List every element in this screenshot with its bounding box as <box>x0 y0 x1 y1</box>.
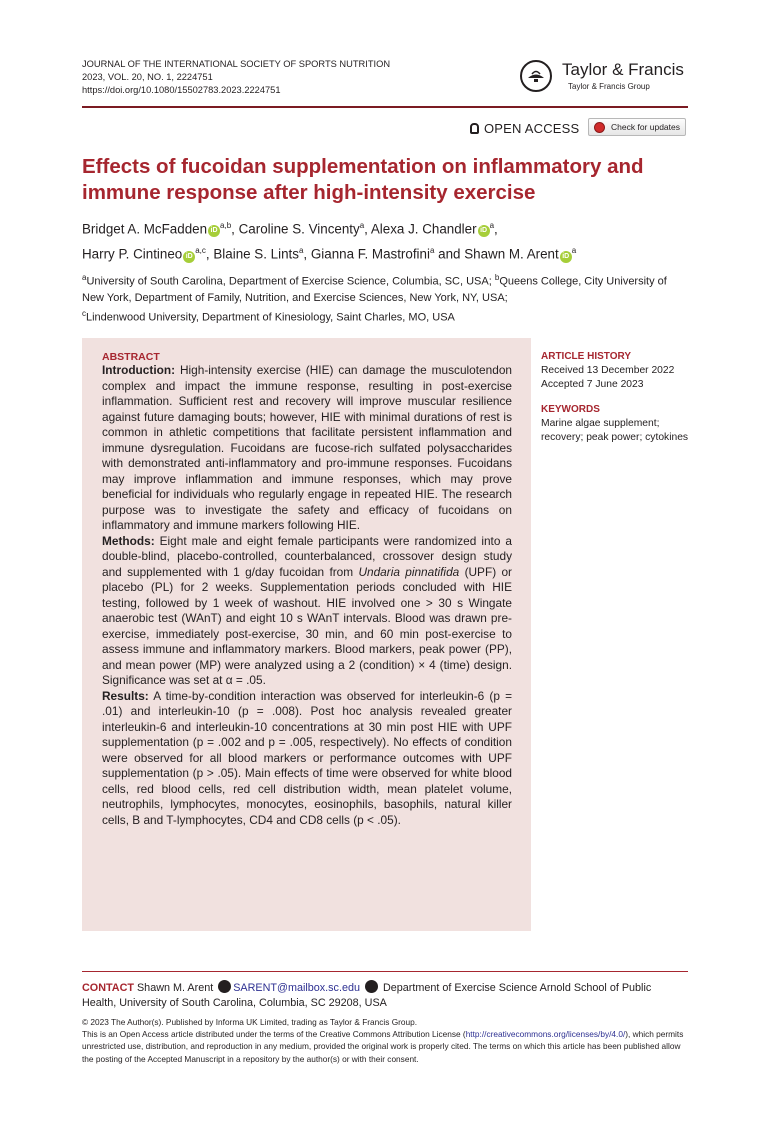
journal-header <box>82 58 390 97</box>
author-name: Shawn M. Arent <box>464 246 559 262</box>
methods-label: Methods: <box>102 533 155 548</box>
affiliations <box>82 270 682 325</box>
orcid-icon[interactable]: iD <box>560 251 572 263</box>
methods-text: Eight male and eight female participants were randomized into a double-blind, placebo-controlled, counterbalanced, crossover design study and supplemented with 1 g/day fucoidan from <box>102 533 512 579</box>
author-affil-sup: a <box>298 246 304 256</box>
species-name: Undaria pinnatifida <box>358 564 460 579</box>
crossmark-icon <box>594 122 605 133</box>
license-text <box>82 1028 688 1065</box>
open-lock-icon <box>470 123 479 134</box>
article-history-heading: ARTICLE HISTORY <box>541 351 632 362</box>
check-for-updates-label: Check for updates <box>611 122 680 132</box>
journal-volume: 2023, VOL. 20, NO. 1, 2224751 <box>82 72 213 82</box>
abstract-introduction <box>102 363 512 534</box>
author-affil-sup: a <box>571 246 577 256</box>
open-access-label: OPEN ACCESS <box>484 121 580 136</box>
address-icon <box>365 980 378 993</box>
contact-block <box>82 980 688 1011</box>
accepted-date: Accepted 7 June 2023 <box>541 379 644 390</box>
header-divider <box>82 106 688 108</box>
contact-address: Department of Exercise Science Arnold School of Public Health, University of South Carolina, Columbia, SC 29208, USA <box>82 982 652 1009</box>
intro-label: Introduction: <box>102 363 176 377</box>
affil-sup: a <box>82 273 87 282</box>
open-access-badge <box>470 121 579 136</box>
author-affil-sup: a <box>429 246 435 256</box>
affiliation: University of South Carolina, Department of Exercise Science, Columbia, SC, USA; <box>86 275 495 288</box>
publisher-logo <box>520 58 692 98</box>
doi-link[interactable]: https://doi.org/10.1080/15502783.2023.2224751 <box>82 85 281 95</box>
contact-label: CONTACT <box>82 982 134 994</box>
affil-sup: b <box>494 273 500 282</box>
author-name: Bridget A. McFadden <box>82 221 208 237</box>
lamp-icon <box>520 60 552 92</box>
email-icon <box>218 980 231 993</box>
orcid-icon[interactable]: iD <box>208 225 220 237</box>
copyright-line: © 2023 The Author(s). Published by Informa UK Limited, trading as Taylor & Francis Group. <box>82 1017 418 1027</box>
affiliation: Queens College, City University of New York, Department of Family, Nutrition, and Exercise Sciences, New York, NY, USA; <box>82 275 667 304</box>
author-name: Caroline S. Vincenty <box>238 221 360 237</box>
methods-text-cont: (UPF) or placebo (PL) for 2 weeks. Supplementation periods concluded with HIE testing, followed by 1 week of washout. HIE involved one > 30 s Wingate anaerobic test (WAnT) and eight 10 s WAnT intervals. Blood was drawn pre-exercise, immediately post-exercise, 30 min, and 60 min post-exercise to assess immune and inflammatory markers. Blood markers, peak power (PP), and mean power (MP) were analyzed using a 2 (condition) × 4 (time) design. Significance was set at α = .05. <box>102 564 512 687</box>
affil-sup: c <box>82 308 86 318</box>
orcid-icon[interactable]: iD <box>478 225 490 237</box>
author-list: Bridget A. McFadden iD$^{a,b}$, Caroline S. Vincenty$^a$, Alexa J. Chandler $iD^a$, Harry P. Cintineo iD$^{a,c}$, Blaine S. Lints$^a$, Gianna F. Mastrofini$^a$ and Shawn M. Arent $iD^a$ <box>82 221 577 262</box>
publisher-name: Taylor & Francis <box>562 60 684 79</box>
contact-email-link[interactable]: SARENT@mailbox.sc.edu <box>233 982 360 994</box>
orcid-icon[interactable]: iD <box>183 251 195 263</box>
author-affil-sup: a,b <box>220 221 232 230</box>
affiliation: Lindenwood University, Department of Kinesiology, Saint Charles, MO, USA <box>86 311 455 324</box>
author-affil-sup: a <box>359 221 365 230</box>
received-date: Received 13 December 2022 <box>541 365 675 376</box>
intro-text: High-intensity exercise (HIE) can damage the musculotendon complex and impact the immune response, resulting in post-exercise inflammation. Sufficient rest and recovery will improve muscular resilience against future damaging bouts; however, HIE with minimal durations of rest is common in athletic competitions that facilitate persistent inflammation and immune dysregulation. Fucoidans are fucose-rich sulfated polysaccharides with demonstrated anti-inflammatory and pro-immune responses. Fucoidans may improve inflammation and immune responses, which may prove beneficial for individuals who regularly engage in repeated HIE. The research purpose was to investigate the safety and efficacy of fucoidans on inflammatory and immune markers following HIE. <box>102 363 512 532</box>
license-link[interactable]: http://creativecommons.org/licenses/by/4.0/ <box>465 1029 626 1040</box>
keywords-list: Marine algae supplement; recovery; peak power; cytokines <box>541 418 689 443</box>
abstract-methods <box>102 534 512 689</box>
author-name: Gianna F. Mastrofini <box>310 246 430 262</box>
abstract-results <box>102 689 512 829</box>
license-text-end: ), which permits unrestricted use, distribution, and reproduction in any medium, provided the original work is properly cited. The terms on which this article has been published allow the posting of the Accepted Manuscript in a repository by the author(s) or with their consent. <box>82 1029 684 1064</box>
contact-name: Shawn M. Arent <box>133 982 217 994</box>
results-text: A time-by-condition interaction was observed for interleukin-6 (p = .01) and interleukin-10 (p = .008). Post hoc analysis revealed greater interleukin-6 and interleukin-10 concentrations at 30 min post HIE with UPF supplementation (p = .002 and p = .005, respectively). No effects of condition were observed for all blood markers or performance outcomes with UPF supplementation (p > .05). Main effects of time were observed for white blood cells, red blood cells, red cell distribution width, mean platelet volume, neutrophils, lymphocytes, monocytes, eosinophils, basophils, natural killer cells, B and T-lymphocytes, CD4 and CD8 cells (p < .05). <box>102 688 512 827</box>
author-affil-sup: a <box>489 221 495 230</box>
contact-divider <box>82 971 688 972</box>
results-label: Results: <box>102 688 149 703</box>
legal-notice <box>82 1016 688 1065</box>
publisher-group: Taylor & Francis Group <box>568 82 650 91</box>
license-text-start: This is an Open Access article distributed under the terms of the Creative Commons Attribution License ( <box>82 1029 466 1040</box>
journal-name: JOURNAL OF THE INTERNATIONAL SOCIETY OF SPORTS NUTRITION <box>82 59 391 69</box>
abstract-body <box>102 363 512 828</box>
author-name: Blaine S. Lints <box>213 246 299 262</box>
author-name: Harry P. Cintineo <box>82 246 183 262</box>
author-affil-sup: a,c <box>195 246 206 256</box>
author-name: Alexa J. Chandler <box>370 221 477 237</box>
check-for-updates-button[interactable] <box>588 118 686 136</box>
article-title: Effects of fucoidan supplementation on inflammatory and immune response after high-intensity exercise <box>82 155 644 204</box>
keywords-heading: KEYWORDS <box>541 404 600 415</box>
article-sidebar <box>541 350 691 445</box>
abstract-heading: ABSTRACT <box>102 351 160 363</box>
